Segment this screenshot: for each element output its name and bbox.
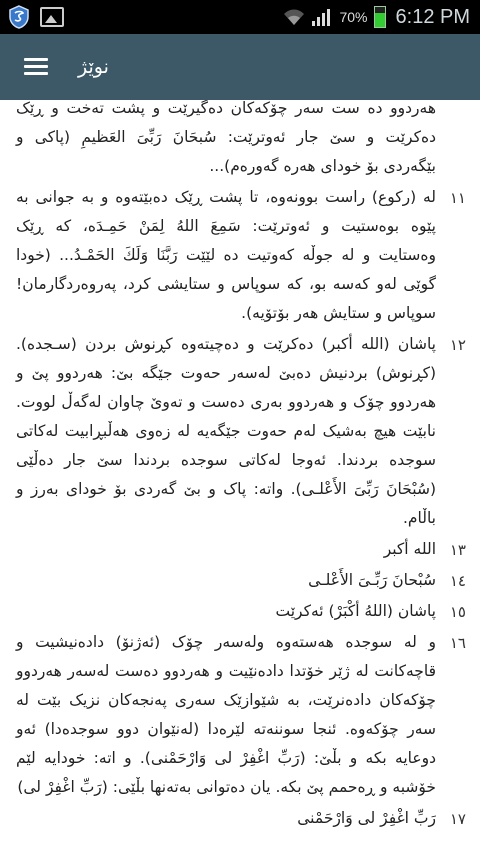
shield-icon [8, 5, 30, 29]
list-item [10, 330, 466, 533]
item-text: الله أكبر [383, 540, 436, 558]
list-item [10, 535, 466, 564]
item-number: ١٤ [449, 572, 466, 590]
item-text: پاشان (اللهُ أكْبَرْ) ئەکرێت [275, 602, 436, 620]
item-text: رَبِّ اغْفِرْ لی وَارْحَمْنی [297, 809, 436, 827]
continuation-text: هەردوو دە ست سەر چۆکەکان دەگیرێت و پشت تەخت و ڕێک دەکرێت و سێ جار ئەوترێت: سُبحَانَ رَبِّیَ العَظیمِ (پاکی و بێگەردی بۆ خودای هەرە گەورەم)... [16, 100, 436, 175]
gallery-icon [40, 7, 64, 27]
status-bar [0, 0, 480, 34]
list-item [10, 597, 466, 626]
status-time: 6:12 PM [395, 5, 470, 28]
app-bar [0, 34, 480, 100]
list-item-continuation [10, 100, 466, 181]
list-item [10, 566, 466, 595]
item-number: ١٧ [449, 810, 466, 828]
list-item [10, 804, 466, 833]
item-number: ١٣ [449, 541, 466, 559]
item-text: سُبْحانَ رَبِّـیَ الأَعْلـی [308, 571, 436, 589]
item-text: پاشان (الله أكبر) دەکرێت و دەچیتەوە کڕنوش بردن (سـجدە). (کڕنوش) بردنیش دەبێ لەسەر حەوت جێگە بێ: هەردوو پێ و هەردوو چۆک و هەردوو بەری دەست و تەوێ چاوان لەگەڵ لووت. نابێت هیچ بەشیک لەم حەوت جێگەیە لە زەوی هەڵبڕابیت لەکاتی سوجدە بردندا. ئەوجا لەکاتی سوجدە بردندا سێ جار دەڵێی (سُبْحَانَ رَبِّیَ الأَعْلـی). واتە: پاک و بێ گەردی بۆ خودای بەرز و باڵام. [16, 335, 436, 527]
item-number: ١٦ [449, 634, 466, 652]
list-item [10, 183, 466, 328]
signal-icon [311, 8, 333, 26]
item-number: ١١ [449, 189, 466, 207]
hamburger-menu-icon[interactable] [24, 58, 48, 76]
content-scroll-area[interactable] [0, 100, 480, 854]
app-title: نوێژ [78, 56, 109, 78]
item-text: لە (رکوع) راست بوونەوە، تا پشت ڕێک دەبێتەوە و بە جوانی بە پێوە بوەستیت و ئەوترێت: سَمِعَ اللهُ لِمَنْ حَمِـدَه، کە ڕێک وەستایت و لە جوڵە کەوتیت دە لێێت رَبَّنَا وَلَكَ الحَمْـدُ... (خودا گوێی لەو کەسە بو، کە سوپاس و ستایشی کرد، پەروەردگارمان! سوپاس و ستایش هەر بۆتۆیە). [16, 188, 436, 322]
item-number: ١٢ [449, 336, 466, 354]
battery-percent: 70% [339, 9, 368, 25]
battery-icon [374, 6, 386, 28]
item-text: و لە سوجدە هەستەوە ولەسەر چۆک (ئەژنۆ) دادەنیشیت و قاچەکانت لە ژێر خۆتدا دادەنێیت و هەردوو دەست لەسەر هەردوو چۆکەکان دادەنرێت، بە شێوازێک سەری پەنجەکان نزیک بێت لە سەر چۆکەوە. ئنجا سوننەتە لێرەدا (لەنێوان دوو سوجدەدا) ئەو دوعایە بکە و بڵێ: (رَبِّ اغْفِرْ لی وَارْحَمْنی). و اتە: خودایە لێم خۆشبە و ڕەحمم پێ بکە. یان دەتوانی بەتەنها بڵێی: (رَبِّ اغْفِرْ لی) [16, 633, 436, 796]
item-number: ١٥ [449, 603, 466, 621]
list-item [10, 628, 466, 802]
wifi-icon [283, 8, 305, 26]
